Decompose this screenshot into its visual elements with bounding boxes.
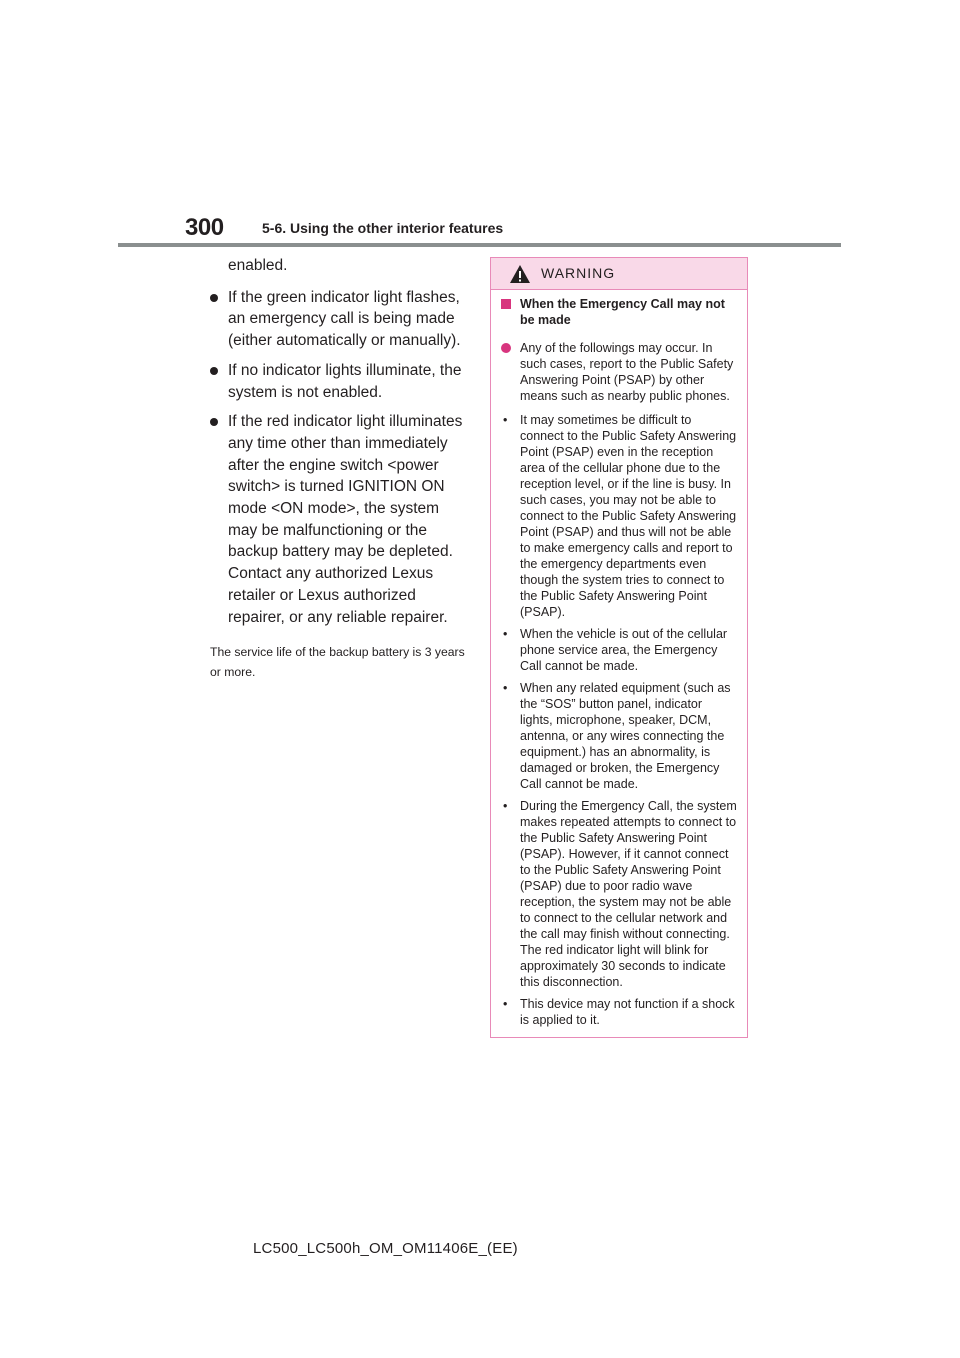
list-item-text: It may sometimes be difficult to connect to the Public Safety Answering Point (PSAP) even in the reception area of the cellular phone due to the reception level, or if the line is busy. In such cases, you may not be able to connect to the Public Safety Answering Point (PSAP) and thus will not be able to make emergency calls and report to the emergency departments even though the system tries to connect to the Public Safety Answering Point (PSAP).: [520, 413, 737, 619]
list-item-text: During the Emergency Call, the system makes repeated attempts to connect to the Public Safety Answering Point (PSAP). However, if it cannot connect to the Public Safety Answering Point (PSAP) due to poor radio wave reception, the system may not be able to connect to the cellular network and the call may finish without connecting. The red indicator light will blink for approximately 30 seconds to indicate this disconnection.: [520, 799, 737, 989]
small-bullet-icon: •: [503, 997, 508, 1011]
header-divider: [118, 243, 841, 247]
small-bullet-icon: •: [503, 627, 508, 641]
main-text-column: [210, 252, 470, 694]
bullet-icon: [210, 418, 218, 426]
list-item-text: If the red indicator light illuminates any time other than immediately after the engine switch <power switch> is turned IGNITION ON mode <ON mode>, the system may be malfunctioning or the backup battery may be depleted. Contact any authorized Lexus retailer or Lexus authorized repairer, or any reliable repairer.: [228, 413, 463, 626]
list-item-text: When the vehicle is out of the cellular phone service area, the Emergency Call cannot be made.: [520, 627, 728, 673]
continued-text: enabled.: [228, 257, 288, 274]
page-header: [0, 0, 960, 250]
square-bullet-icon: [501, 299, 511, 309]
list-item-text: This device may not function if a shock is applied to it.: [520, 997, 735, 1027]
warning-intro: [501, 340, 737, 404]
warning-heading-text: When the Emergency Call may not be made: [520, 297, 725, 327]
warning-body: [491, 290, 747, 1028]
list-item-text: If the green indicator light flashes, an emergency call is being made (either automatically or manually).: [228, 288, 461, 350]
small-bullet-icon: •: [503, 413, 508, 427]
list-item: [501, 798, 737, 990]
page-number: 300: [185, 214, 224, 241]
list-item-text: When any related equipment (such as the “SOS” button panel, indicator lights, microphone, speaker, DCM, antenna, or any wires connecting the equipment.) has an abnormality, is damaged or broken, the Emergency Call cannot be made.: [520, 681, 731, 791]
warning-intro-text: Any of the followings may occur. In such cases, report to the Public Safety Answering Point (PSAP) by other means such as nearby public phones.: [520, 341, 734, 403]
circle-bullet-icon: [501, 343, 511, 353]
bullet-icon: [210, 294, 218, 302]
warning-heading: [501, 296, 737, 328]
warning-triangle-icon: [509, 264, 531, 284]
list-item: [210, 360, 470, 403]
list-item-text: If no indicator lights illuminate, the system is not enabled.: [228, 361, 462, 401]
warning-title: WARNING: [541, 265, 616, 281]
small-bullet-icon: •: [503, 681, 508, 695]
list-item: [210, 287, 470, 352]
battery-note: The service life of the backup battery is 3 years or more.: [210, 645, 465, 680]
list-item: [210, 411, 470, 628]
document-code: LC500_LC500h_OM_OM11406E_(EE): [253, 1240, 518, 1257]
list-item: [501, 680, 737, 792]
warning-header: [491, 258, 747, 290]
list-item: [501, 626, 737, 674]
warning-box: [490, 257, 748, 1038]
list-item: [501, 996, 737, 1028]
list-item: [501, 412, 737, 620]
bullet-icon: [210, 367, 218, 375]
small-bullet-icon: •: [503, 799, 508, 813]
section-title: 5-6. Using the other interior features: [262, 220, 504, 236]
